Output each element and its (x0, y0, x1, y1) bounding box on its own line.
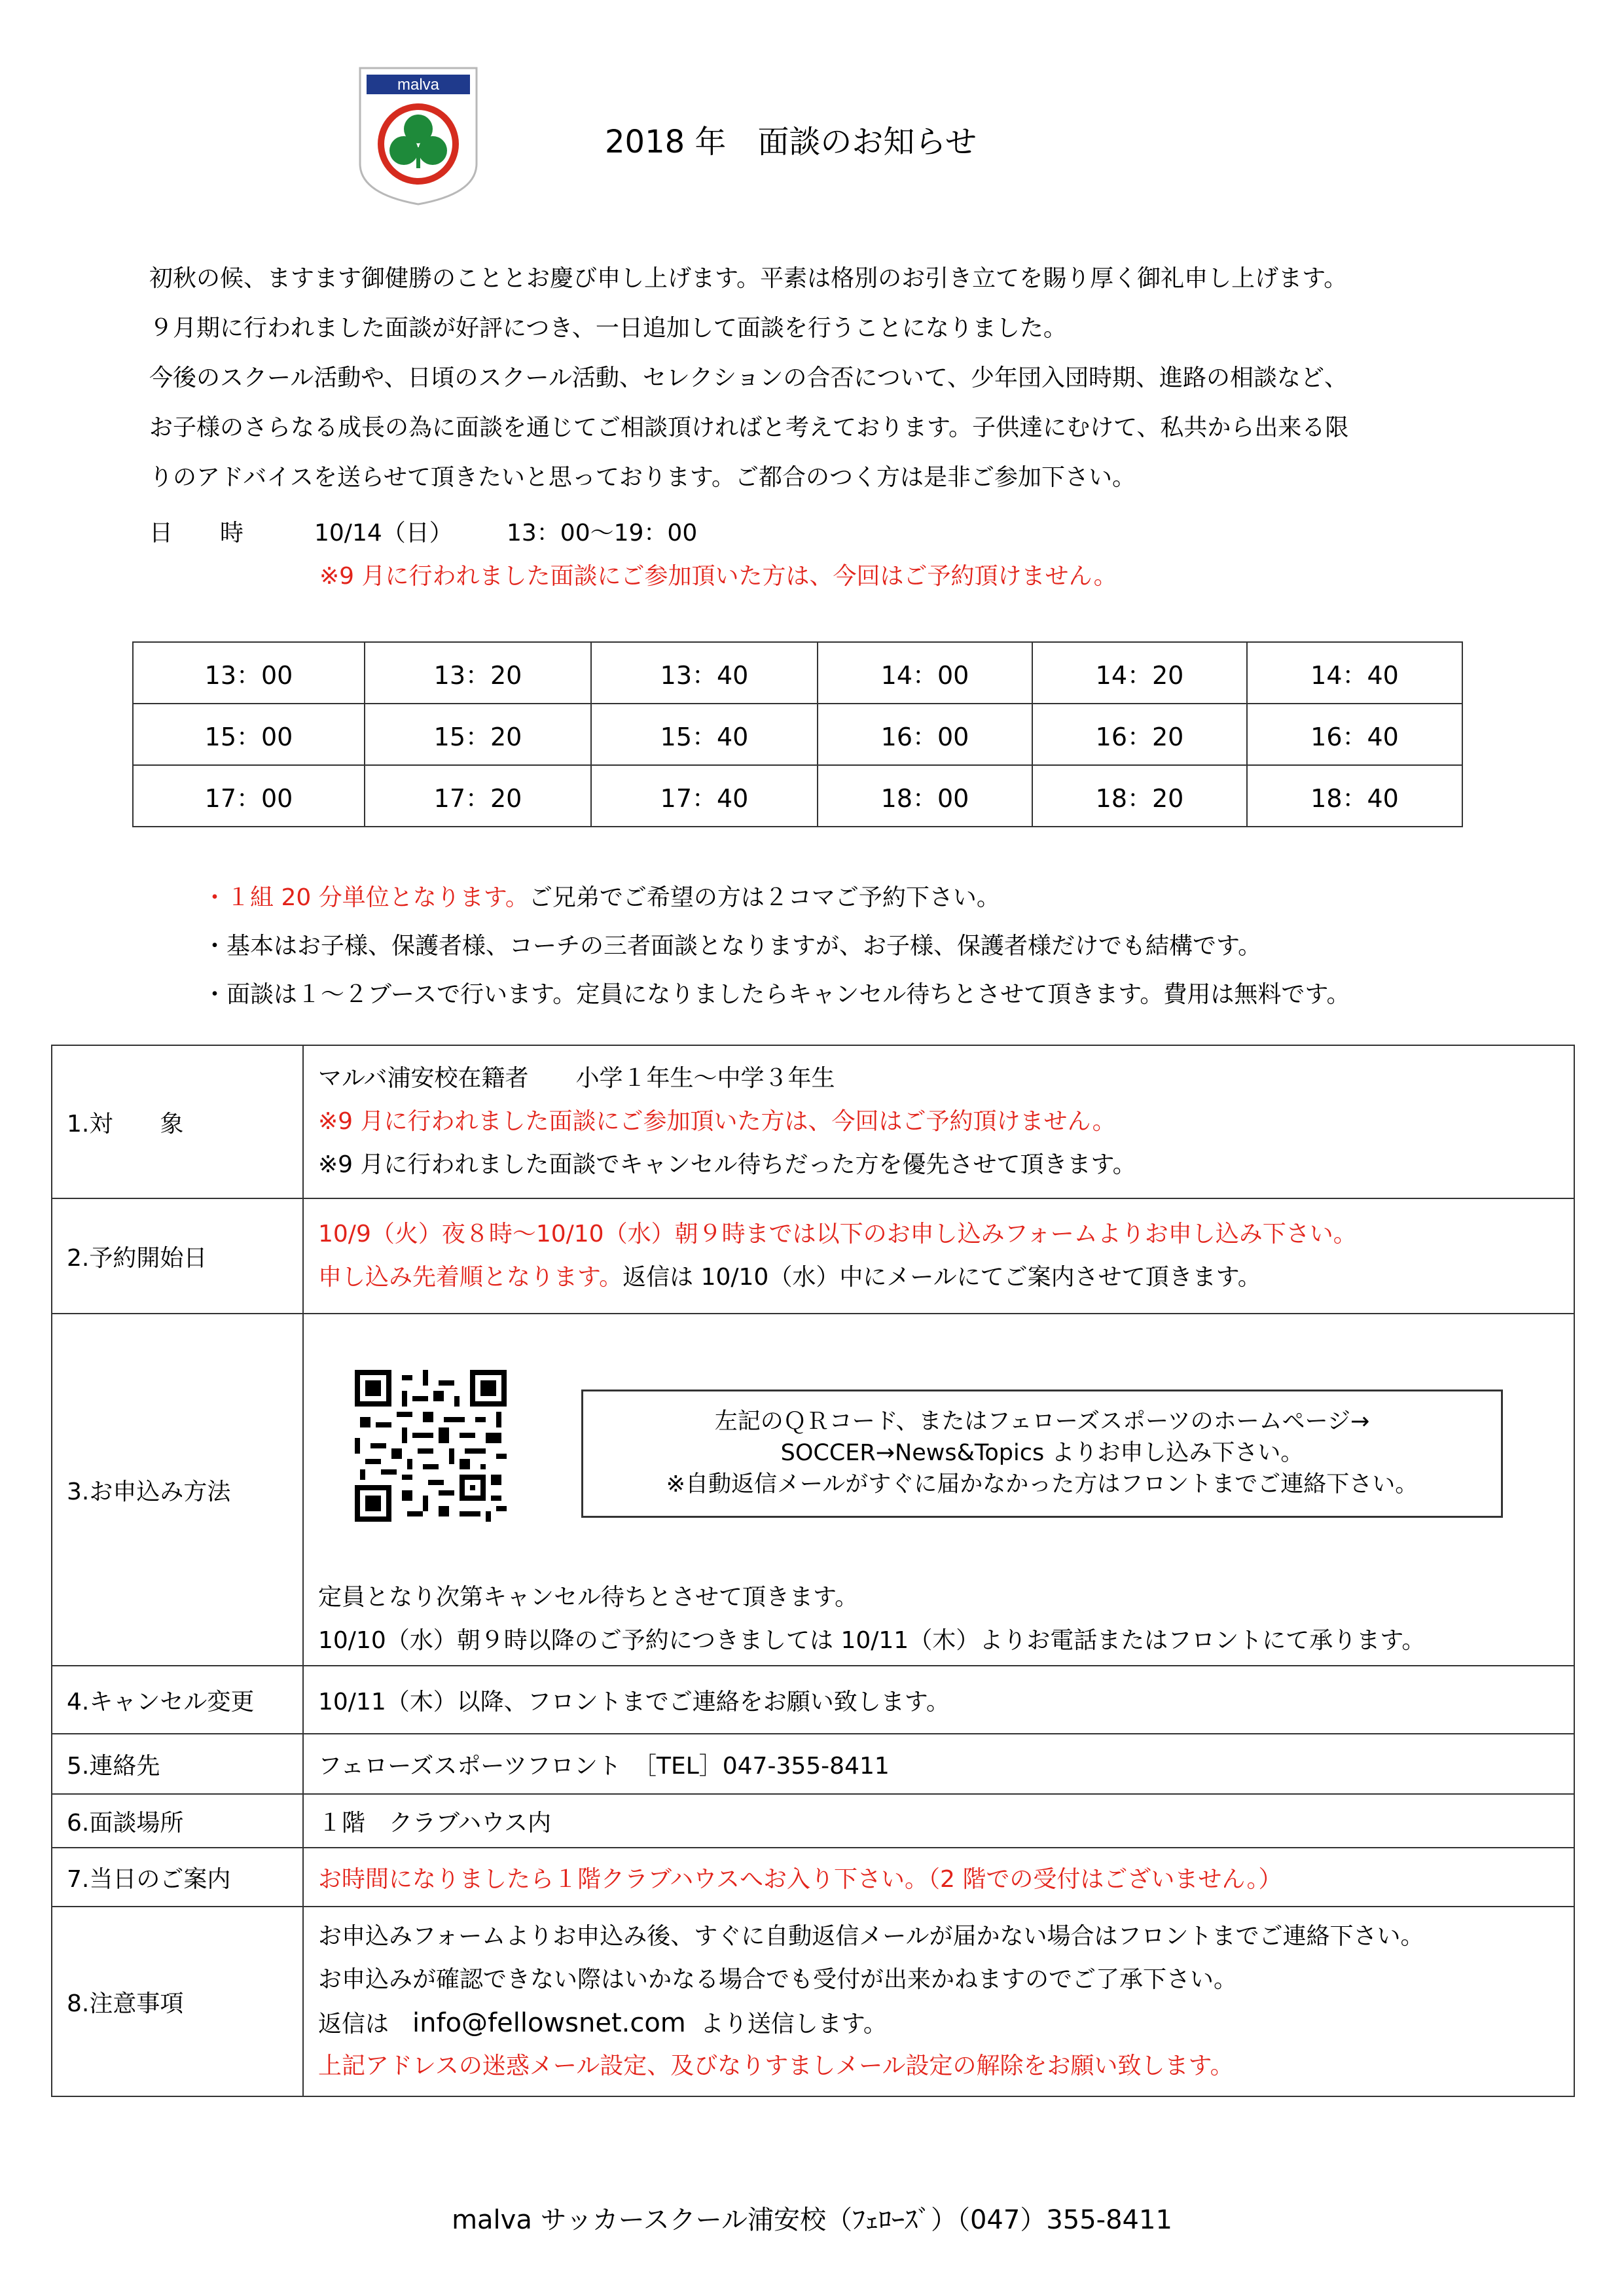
table-row (52, 1907, 1574, 2096)
time-slot: 16：20 (1032, 704, 1247, 765)
table-row (52, 1045, 1574, 1198)
time-slot: 13：00 (133, 642, 365, 704)
row-value: フェローズスポーツフロント ［TEL］047-355-8411 (303, 1734, 1574, 1794)
time-slot: 15：40 (591, 704, 818, 765)
date-label: 日 時 (149, 520, 244, 547)
email-address[interactable]: info@fellowsnet.com (412, 2008, 686, 2038)
table-row (52, 1314, 1574, 1666)
table-row (52, 1734, 1574, 1794)
time-slot: 15：00 (133, 704, 365, 765)
target-note: ※9 月に行われました面談にご参加頂いた方は、今回はご予約頂けません。 (318, 1108, 1116, 1135)
intro-line: お子様のさらなる成長の為に面談を通じてご相談頂ければと考えております。子供達にむけて、私共から出来る限 (149, 414, 1349, 441)
table-row (52, 1198, 1574, 1314)
intro-line: 初秋の候、ますます御健勝のこととお慶び申し上げます。平素は格別のお引き立てを賜り厚く御礼申し上げます。 (149, 265, 1348, 292)
notes-list (203, 874, 1350, 1019)
first-come-note: 申し込み先着順となります。 (318, 1264, 623, 1291)
list-item: ・面談は１〜２ブースで行います。定員になりましたらキャンセル待ちとさせて頂きます。費用は無料です。 (203, 981, 1350, 1008)
time-slot: 17：20 (365, 765, 591, 827)
row-label: 5.連絡先 (52, 1734, 303, 1794)
date-note: ※9 月に行われました面談にご参加頂いた方は、今回はご予約頂けません。 (319, 563, 1117, 590)
time-slot: 14：00 (818, 642, 1032, 704)
page-title: 2018 年 面談のお知らせ (605, 124, 977, 160)
time-slot: 18：40 (1247, 765, 1462, 827)
time-slot: 15：20 (365, 704, 591, 765)
note-text: ご兄弟でご希望の方は２コマご予約下さい。 (528, 884, 1000, 911)
time-slot: 13：40 (591, 642, 818, 704)
date-day: 10/14（日） (314, 520, 453, 547)
box-line: 左記のＱＲコード、またはフェローズスポーツのホームページ→ (714, 1408, 1370, 1435)
row-value: 10/11（木）以降、フロントまでご連絡をお願い致します。 (303, 1666, 1574, 1734)
row-label: 6.面談場所 (52, 1794, 303, 1848)
time-slot: 17：00 (133, 765, 365, 827)
reply-suffix: より送信します。 (700, 2011, 887, 2037)
date-time: 13：00〜19：00 (507, 520, 698, 547)
row-value (303, 1198, 1574, 1314)
reply-label: 返信は (318, 2011, 389, 2037)
late-reservation-note: 10/10（水）朝９時以降のご予約につきましては 10/11（木）よりお電話またはフロントにて承ります。 (318, 1626, 1426, 1654)
target-note: ※9 月に行われました面談でキャンセル待ちだった方を優先させて頂きます。 (318, 1151, 1136, 1178)
intro-paragraph (149, 254, 1348, 503)
row-label: 2.予約開始日 (52, 1198, 303, 1314)
note-highlight: ・１組 20 分単位となります。 (203, 884, 529, 911)
date-line (149, 514, 697, 548)
caution-line: お申込みフォームよりお申込み後、すぐに自動返信メールが届かない場合はフロントまでご連絡下さい。 (318, 1923, 1424, 1950)
logo-text: malva (397, 76, 440, 94)
row-value: お時間になりましたら１階クラブハウスへお入り下さい。（2 階での受付はございません。） (303, 1848, 1574, 1907)
waitlist-note: 定員となり次第キャンセル待ちとさせて頂きます。 (318, 1583, 859, 1611)
list-item (203, 874, 1350, 922)
caution-line: お申込みが確認できない際はいかなる場合でも受付が出来かねますのでご了承下さい。 (318, 1966, 1238, 1993)
row-value (303, 1907, 1574, 2096)
intro-line: りのアドバイスを送らせて頂きたいと思っております。ご都合のつく方は是非ご参加下さい。 (149, 464, 1136, 491)
reservation-period: 10/9（火）夜８時〜10/10（水）朝９時までは以下のお申し込みフォームよりお申し込み下さい。 (318, 1221, 1357, 1247)
time-slot: 16：00 (818, 704, 1032, 765)
row-label: 1.対 象 (52, 1045, 303, 1198)
qr-code[interactable] (355, 1370, 507, 1522)
intro-line: 今後のスクール活動や、日頃のスクール活動、セレクションの合否について、少年団入団時期、進路の相談など、 (149, 365, 1348, 391)
row-value (303, 1045, 1574, 1198)
row-label: 8.注意事項 (52, 1907, 303, 2096)
row-label: 3.お申込み方法 (52, 1314, 303, 1666)
row-label: 4.キャンセル変更 (52, 1666, 303, 1734)
row-value: １階 クラブハウス内 (303, 1794, 1574, 1848)
time-slot: 18：20 (1032, 765, 1247, 827)
row-label: 7.当日のご案内 (52, 1848, 303, 1907)
table-row (52, 1848, 1574, 1907)
time-slot: 17：40 (591, 765, 818, 827)
time-slot-table (132, 641, 1463, 827)
table-row (133, 765, 1462, 827)
time-slot: 13：20 (365, 642, 591, 704)
target-text: マルバ浦安校在籍者 小学１年生〜中学３年生 (318, 1065, 835, 1092)
table-row (133, 704, 1462, 765)
list-item: ・基本はお子様、保護者様、コーチの三者面談となりますが、お子様、保護者様だけでも結構です。 (203, 933, 1262, 960)
table-row (52, 1666, 1574, 1734)
table-row (133, 642, 1462, 704)
row-value (303, 1314, 1574, 1666)
box-line: SOCCER→News&Topics よりお申し込み下さい。 (780, 1439, 1304, 1466)
time-slot: 14：40 (1247, 642, 1462, 704)
malva-logo (357, 65, 479, 206)
table-row (52, 1794, 1574, 1848)
application-info-box (581, 1390, 1503, 1518)
time-slot: 14：20 (1032, 642, 1247, 704)
shield-clover-icon (357, 65, 479, 206)
reply-note: 返信は 10/10（水）中にメールにてご案内させて頂きます。 (623, 1264, 1261, 1291)
caution-line: 上記アドレスの迷惑メール設定、及びなりすましメール設定の解除をお願い致します。 (318, 2053, 1234, 2079)
time-slot: 18：00 (818, 765, 1032, 827)
footer-contact: malva サッカースクール浦安校（ﾌｪﾛｰｽﾞ）（047）355-8411 (452, 2205, 1172, 2235)
box-line: ※自動返信メールがすぐに届かなかった方はフロントまでご連絡下さい。 (666, 1471, 1418, 1498)
intro-line: ９月期に行われました面談が好評につき、一日追加して面談を行うことになりました。 (149, 315, 1067, 342)
details-table (51, 1045, 1575, 2097)
time-slot: 16：40 (1247, 704, 1462, 765)
